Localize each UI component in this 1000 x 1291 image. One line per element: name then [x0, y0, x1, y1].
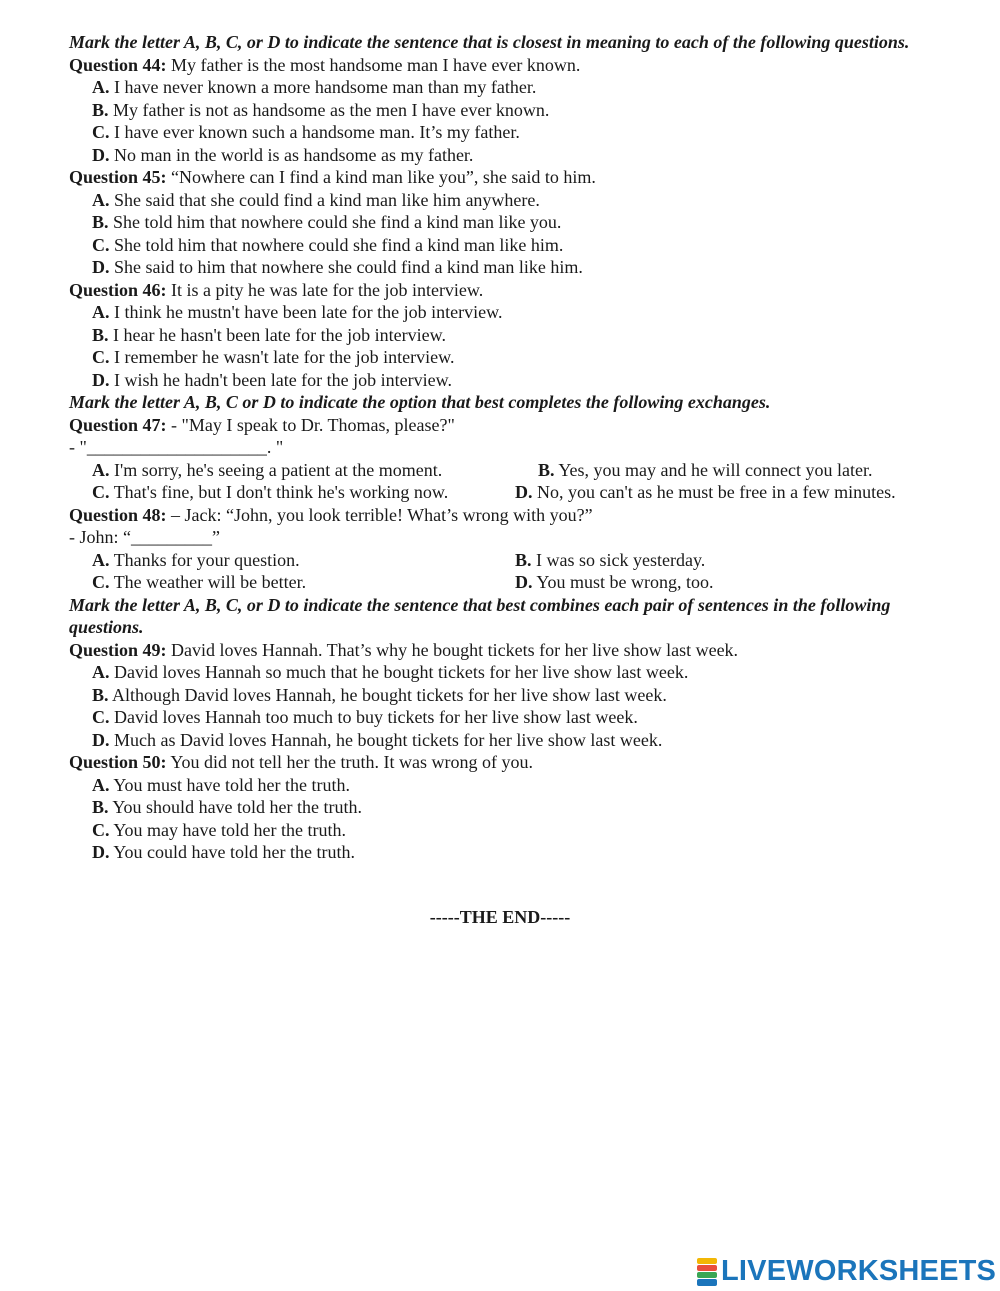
- option-text: David loves Hannah too much to buy tickets for her live show last week.: [114, 707, 638, 727]
- option-47d[interactable]: [515, 481, 896, 504]
- liveworksheets-logo[interactable]: [697, 1255, 996, 1288]
- option-text: David loves Hannah so much that he bought tickets for her live show last week.: [114, 662, 689, 682]
- options-47-row2: [69, 481, 949, 504]
- option-letter: D.: [92, 842, 110, 862]
- option-letter: D.: [92, 369, 110, 390]
- option-text: She said that she could find a kind man like him anywhere.: [114, 189, 540, 210]
- option-letter: A.: [92, 549, 110, 570]
- option-letter: C.: [92, 482, 110, 502]
- options-48-row1: [69, 549, 949, 572]
- question-48-text: – Jack: “John, you look terrible! What’s wrong with you?”: [171, 504, 593, 525]
- option-44b[interactable]: [69, 99, 949, 122]
- option-44a[interactable]: [69, 76, 949, 99]
- liveworksheets-logo-text: LIVEWORKSHEETS: [721, 1255, 997, 1287]
- option-letter: D.: [515, 572, 533, 592]
- option-48d[interactable]: [515, 571, 714, 594]
- question-47-label: Question 47:: [69, 414, 167, 435]
- question-44-label: Question 44:: [69, 54, 167, 75]
- option-text: Much as David loves Hannah, he bought tickets for her live show last week.: [114, 729, 663, 750]
- instruction-closest-meaning: Mark the letter A, B, C, or D to indicate the sentence that is closest in meaning to each of the following questions.: [69, 32, 910, 52]
- instruction-combine: Mark the letter A, B, C, or D to indicate the sentence that best combines each pair of sentences in the following questions.: [69, 594, 891, 637]
- option-letter: C.: [92, 572, 110, 592]
- option-50b[interactable]: [69, 796, 949, 819]
- option-50a[interactable]: [69, 774, 949, 797]
- option-46a[interactable]: [69, 301, 949, 324]
- question-47: [69, 414, 949, 437]
- option-text: I was so sick yesterday.: [536, 549, 706, 570]
- option-text: I wish he hadn't been late for the job interview.: [114, 369, 452, 390]
- option-letter: D.: [515, 482, 533, 502]
- option-text: You may have told her the truth.: [113, 819, 346, 840]
- option-48c[interactable]: [92, 571, 515, 594]
- question-49-text: David loves Hannah. That’s why he bought tickets for her live show last week.: [171, 639, 739, 660]
- liveworksheets-logo-icon: [697, 1258, 717, 1286]
- option-47a[interactable]: [92, 459, 538, 482]
- option-47c[interactable]: [92, 481, 515, 504]
- option-44d[interactable]: [69, 144, 949, 167]
- option-text: Yes, you may and he will connect you later.: [558, 459, 873, 480]
- question-45-label: Question 45:: [69, 167, 167, 187]
- option-45a[interactable]: [69, 189, 949, 212]
- option-text: I have never known a more handsome man than my father.: [114, 77, 537, 97]
- option-48b[interactable]: [515, 549, 705, 572]
- option-text: She told him that nowhere could she find a kind man like him.: [114, 234, 564, 255]
- question-46: [69, 279, 949, 302]
- option-text: I remember he wasn't late for the job interview.: [114, 347, 455, 367]
- option-50d[interactable]: [69, 841, 949, 864]
- question-49-label: Question 49:: [69, 639, 167, 660]
- option-text: You could have told her the truth.: [113, 842, 355, 862]
- question-48-label: Question 48:: [69, 504, 167, 525]
- option-letter: A.: [92, 662, 110, 682]
- question-47-text: - "May I speak to Dr. Thomas, please?": [171, 414, 455, 435]
- question-44-text: My father is the most handsome man I have ever known.: [171, 54, 581, 75]
- option-text: That's fine, but I don't think he's working now.: [113, 482, 449, 502]
- options-48-row2: [69, 571, 949, 594]
- question-49: [69, 639, 949, 662]
- question-46-label: Question 46:: [69, 279, 167, 300]
- option-text: No man in the world is as handsome as my father.: [114, 144, 474, 165]
- question-47-reply: - "____________________. ": [69, 437, 284, 457]
- option-49c[interactable]: [69, 706, 949, 729]
- option-45d[interactable]: [69, 256, 949, 279]
- option-letter: D.: [92, 257, 110, 277]
- option-letter: D.: [92, 144, 110, 165]
- worksheet: [69, 31, 949, 864]
- option-text: My father is not as handsome as the men I have ever known.: [113, 99, 550, 120]
- question-48: [69, 504, 949, 527]
- option-letter: A.: [92, 459, 110, 480]
- option-text: The weather will be better.: [113, 572, 307, 592]
- option-47b[interactable]: [538, 459, 872, 482]
- option-49b[interactable]: [69, 684, 949, 707]
- option-text: You should have told her the truth.: [112, 797, 363, 817]
- option-letter: B.: [515, 549, 532, 570]
- option-letter: C.: [92, 819, 110, 840]
- question-50: [69, 751, 949, 774]
- option-letter: D.: [92, 729, 110, 750]
- option-text: No, you can't as he must be free in a few minutes.: [537, 482, 896, 502]
- option-45c[interactable]: [69, 234, 949, 257]
- option-49a[interactable]: [69, 661, 949, 684]
- option-letter: B.: [538, 459, 555, 480]
- option-letter: A.: [92, 774, 110, 795]
- the-end-marker: -----THE END-----: [429, 907, 571, 927]
- option-letter: B.: [92, 99, 109, 120]
- option-44c[interactable]: [69, 121, 949, 144]
- instruction-exchanges: Mark the letter A, B, C or D to indicate the option that best completes the following exchanges.: [69, 392, 771, 412]
- option-50c[interactable]: [69, 819, 949, 842]
- options-47-row1: [69, 459, 949, 482]
- question-50-text: You did not tell her the truth. It was wrong of you.: [170, 752, 533, 772]
- option-letter: B.: [92, 324, 109, 345]
- option-49d[interactable]: [69, 729, 949, 752]
- option-text: I think he mustn't have been late for the job interview.: [114, 302, 503, 322]
- question-45-text: “Nowhere can I find a kind man like you”, she said to him.: [171, 167, 596, 187]
- option-45b[interactable]: [69, 211, 949, 234]
- option-letter: C.: [92, 122, 110, 142]
- option-letter: A.: [92, 77, 110, 97]
- question-50-label: Question 50:: [69, 752, 167, 772]
- option-46d[interactable]: [69, 369, 949, 392]
- question-44: [69, 54, 949, 77]
- option-46c[interactable]: [69, 346, 949, 369]
- option-text: Thanks for your question.: [113, 549, 300, 570]
- option-letter: A.: [92, 302, 110, 322]
- question-48-reply: - John: “_________”: [69, 527, 220, 547]
- option-text: She said to him that nowhere she could find a kind man like him.: [114, 257, 583, 277]
- option-48a[interactable]: [92, 549, 515, 572]
- option-text: Although David loves Hannah, he bought tickets for her live show last week.: [112, 684, 667, 705]
- option-letter: A.: [92, 189, 110, 210]
- option-text: You must be wrong, too.: [536, 572, 714, 592]
- question-45: [69, 166, 949, 189]
- option-text: I have ever known such a handsome man. It’s my father.: [114, 122, 520, 142]
- option-letter: B.: [92, 684, 109, 705]
- option-46b[interactable]: [69, 324, 949, 347]
- option-text: I hear he hasn't been late for the job interview.: [113, 324, 446, 345]
- option-text: You must have told her the truth.: [113, 774, 350, 795]
- option-letter: B.: [92, 212, 109, 232]
- option-letter: C.: [92, 234, 110, 255]
- option-letter: C.: [92, 707, 110, 727]
- question-46-text: It is a pity he was late for the job interview.: [171, 279, 484, 300]
- option-text: I'm sorry, he's seeing a patient at the moment.: [114, 459, 443, 480]
- option-letter: C.: [92, 347, 110, 367]
- option-letter: B.: [92, 797, 109, 817]
- option-text: She told him that nowhere could she find a kind man like you.: [113, 212, 562, 232]
